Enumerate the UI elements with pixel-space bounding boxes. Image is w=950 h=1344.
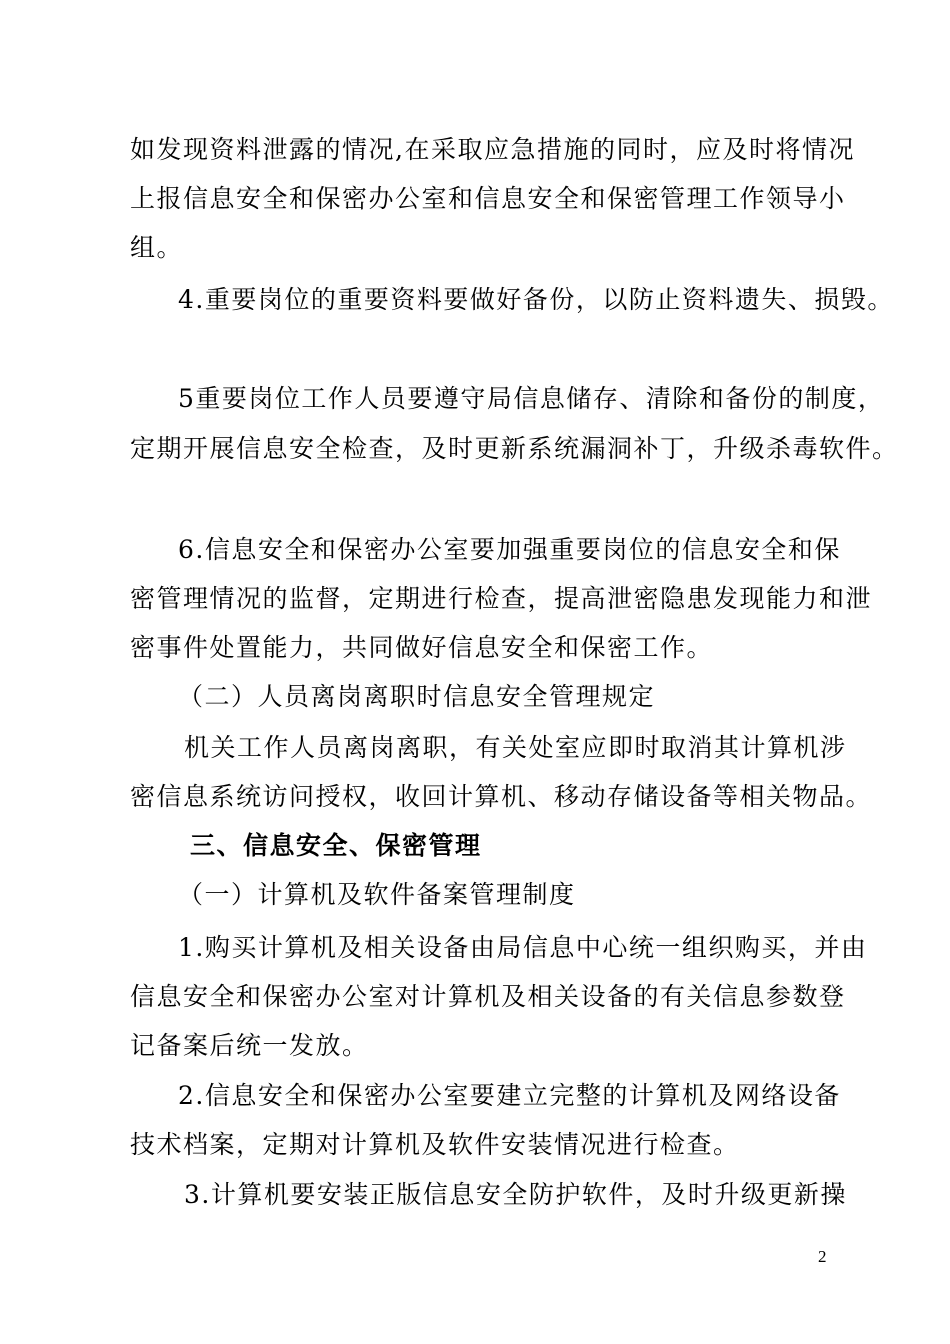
text-line-16: 信息安全和保密办公室对计算机及相关设备的有关信息参数登 [130,982,846,1011]
chapter-heading: 三、信息安全、保密管理 [190,831,482,860]
text-line-7: 6.信息安全和保密办公室要加强重要岗位的信息安全和保 [178,535,841,564]
text-line-5: 5重要岗位工作人员要遵守局信息储存、清除和备份的制度， [178,384,885,413]
text-line-11: 机关工作人员离岗离职，有关处室应即时取消其计算机涉 [184,733,847,762]
text-line-20: 3.计算机要安装正版信息安全防护软件，及时升级更新操 [184,1180,847,1209]
text-line-3: 组。 [130,233,184,262]
text-line-4: 4.重要岗位的重要资料要做好备份，以防止资料遗失、损毁。 [178,285,894,314]
text-line-19: 技术档案，定期对计算机及软件安装情况进行检查。 [130,1130,740,1159]
text-line-15: 1.购买计算机及相关设备由局信息中心统一组织购买，并由 [178,933,868,962]
text-line-1: 如发现资料泄露的情况,在采取应急措施的同时，应及时将情况 [130,135,855,164]
section-heading-2: （二）人员离岗离职时信息安全管理规定 [178,682,656,711]
text-line-17: 记备案后统一发放。 [130,1031,369,1060]
text-line-8: 密管理情况的监督，定期进行检查，提高泄密隐患发现能力和泄 [130,584,873,613]
text-line-6: 定期开展信息安全检查，及时更新系统漏洞补丁，升级杀毒软件。 [130,434,899,463]
text-line-2: 上报信息安全和保密办公室和信息安全和保密管理工作领导小 [130,184,846,213]
text-line-18: 2.信息安全和保密办公室要建立完整的计算机及网络设备 [178,1081,841,1110]
text-line-9: 密事件处置能力，共同做好信息安全和保密工作。 [130,633,714,662]
section-heading-1: （一）计算机及软件备案管理制度 [178,880,576,909]
text-line-12: 密信息系统访问授权，收回计算机、移动存储设备等相关物品。 [130,782,873,811]
page-number: 2 [818,1247,827,1266]
